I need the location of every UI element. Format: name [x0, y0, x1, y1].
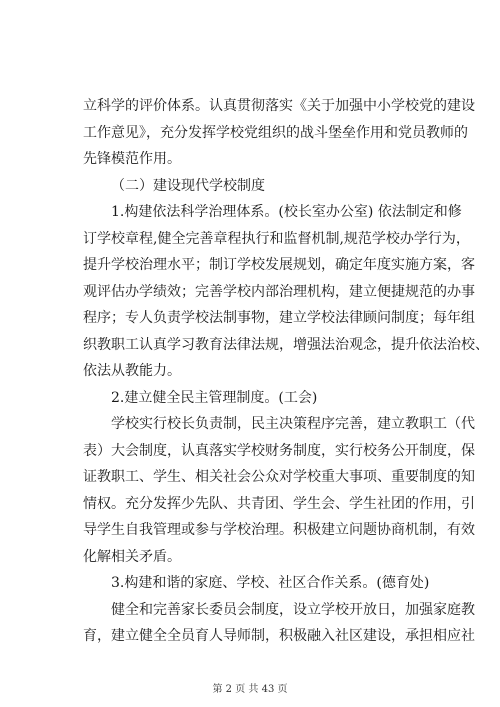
section-heading: （二）建设现代学校制度 — [111, 177, 265, 194]
text-line: 工作意见》，充分发挥学校党组织的战斗堡垒作用和党员教师的 — [83, 124, 468, 141]
text-line: 提升学校治理水平；制订学校发展规划，确定年度实施方案，客 — [83, 257, 475, 273]
text-line: 育，建立健全全员育人导师制，积极融入社区建设，承担相应社 — [83, 628, 475, 644]
text-line: 订学校章程,健全完善章程执行和监督机制,规范学校办学行为， — [83, 230, 470, 247]
text-line: 织教职工认真学习教育法律法规，增强法治观念，提升依法治校、 — [83, 336, 489, 353]
text-line: 依法从教能力。 — [83, 363, 181, 379]
text-line: 立科学的评价体系。认真贯彻落实《关于加强中小学校党的建设 — [83, 98, 475, 114]
text-line: 先锋模范作用。 — [83, 151, 181, 167]
text-line: 表）大会制度，认真落实学校财务制度，实行校务公开制度，保 — [83, 442, 475, 459]
text-line: 学校实行校长负责制，民主决策程序完善，建立教职工（代 — [111, 416, 475, 432]
text-line: 证教职工、学生、相关社会公众对学校重大事项、重要制度的知 — [83, 469, 475, 485]
text-line: 导学生自我管理或参与学校治理。积极建立问题协商机制，有效 — [83, 522, 475, 538]
text-line: 1.构建依法科学治理体系。(校长室办公室) 依法制定和修 — [111, 204, 462, 220]
text-line: 情权。充分发挥少先队、共青团、学生会、学生社团的作用，引 — [83, 495, 475, 512]
page-number-footer: 第 2 页 共 43 页 — [212, 684, 288, 695]
text-line: 化解相关矛盾。 — [83, 548, 181, 565]
text-line: 3.构建和谐的家庭、学校、社区合作关系。(德育处) — [111, 575, 430, 591]
text-line: 2.建立健全民主管理制度。(工会) — [111, 389, 318, 406]
text-line: 程序；专人负责学校法制事物，建立学校法律顾问制度；每年组 — [83, 310, 475, 326]
body-text — [83, 93, 489, 650]
text-line: 健全和完善家长委员会制度，设立学校开放日，加强家庭教 — [111, 601, 475, 618]
text-line: 观评估办学绩效；完善学校内部治理机构，建立便捷规范的办事 — [83, 283, 475, 300]
